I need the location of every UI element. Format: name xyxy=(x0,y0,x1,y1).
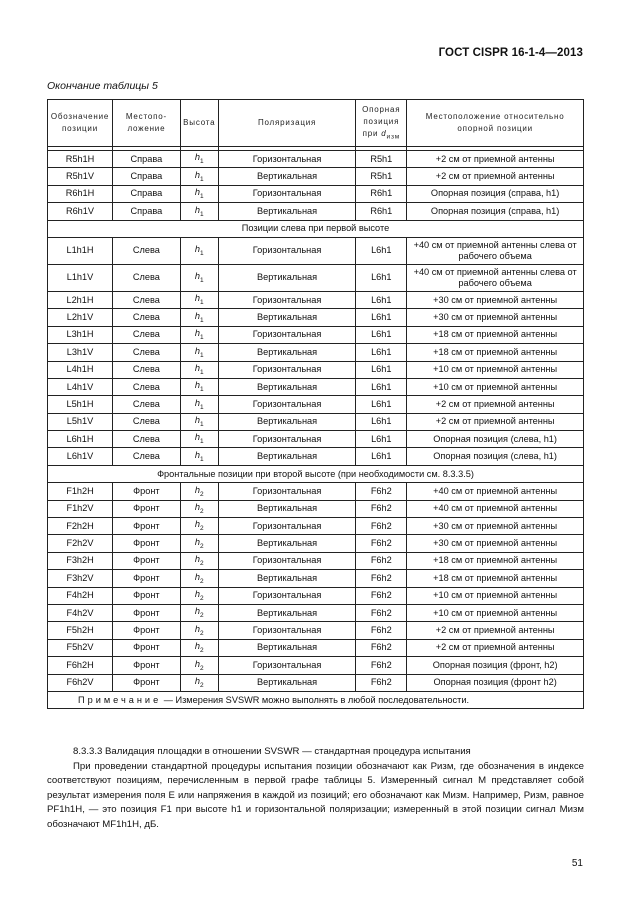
cell-position: L1h1V xyxy=(48,264,113,291)
cell-polarization: Вертикальная xyxy=(218,378,356,395)
cell-position: R6h1V xyxy=(48,203,113,220)
cell-polarization: Вертикальная xyxy=(218,500,356,517)
cell-polarization: Горизонтальная xyxy=(218,396,356,413)
cell-height: $h_1$ xyxy=(180,396,218,413)
note-text: — Измерения SVSWR можно выполнять в любой последовательности. xyxy=(163,694,470,705)
cell-location: Слева xyxy=(112,448,180,465)
cell-relative-location: +10 см от приемной антенны xyxy=(407,587,584,604)
table-caption: Окончание таблицы 5 xyxy=(47,80,158,92)
cell-position: L3h1H xyxy=(48,326,113,343)
table-row xyxy=(48,587,584,604)
cell-location: Слева xyxy=(112,396,180,413)
clause-heading: 8.3.3.3 Валидация площадки в отношении SVSWR — стандартная процедура испытания xyxy=(73,746,471,757)
cell-reference: R5h1 xyxy=(356,168,407,185)
cell-relative-location: +40 см от приемной антенны xyxy=(407,483,584,500)
cell-height: $h_2$ xyxy=(180,500,218,517)
cell-relative-location: Опорная позиция (справа, h1) xyxy=(407,203,584,220)
table-row xyxy=(48,237,584,264)
cell-reference: L6h1 xyxy=(356,237,407,264)
cell-height: $h_2$ xyxy=(180,587,218,604)
document-header: ГОСТ CISPR 16-1-4—2013 xyxy=(438,47,583,59)
cell-relative-location: Опорная позиция (фронт h2) xyxy=(407,674,584,691)
cell-location: Фронт xyxy=(112,587,180,604)
cell-relative-location: +30 см от приемной антенны xyxy=(407,309,584,326)
cell-height: $h_1$ xyxy=(180,291,218,308)
cell-location: Фронт xyxy=(112,674,180,691)
cell-polarization: Горизонтальная xyxy=(218,552,356,569)
cell-location: Слева xyxy=(112,413,180,430)
cell-relative-location: Опорная позиция (слева, h1) xyxy=(407,448,584,465)
table-row xyxy=(48,535,584,552)
table-row xyxy=(48,657,584,674)
cell-height: $h_1$ xyxy=(180,413,218,430)
cell-relative-location: +40 см от приемной антенны слева от рабочего объема xyxy=(407,237,584,264)
cell-reference: F6h2 xyxy=(356,639,407,656)
cell-height: $h_1$ xyxy=(180,203,218,220)
cell-reference: L6h1 xyxy=(356,309,407,326)
cell-position: F5h2V xyxy=(48,639,113,656)
cell-location: Слева xyxy=(112,326,180,343)
table-row xyxy=(48,500,584,517)
cell-relative-location: +2 см от приемной антенны xyxy=(407,622,584,639)
cell-polarization: Вертикальная xyxy=(218,604,356,621)
cell-location: Слева xyxy=(112,237,180,264)
cell-relative-location: +40 см от приемной антенны xyxy=(407,500,584,517)
cell-position: L4h1H xyxy=(48,361,113,378)
cell-height: $h_2$ xyxy=(180,639,218,656)
cell-polarization: Вертикальная xyxy=(218,344,356,361)
cell-reference: F6h2 xyxy=(356,622,407,639)
cell-relative-location: +30 см от приемной антенны xyxy=(407,518,584,535)
group-title-row xyxy=(48,465,584,482)
cell-polarization: Вертикальная xyxy=(218,413,356,430)
cell-reference: F6h2 xyxy=(356,657,407,674)
group-title: Позиции слева при первой высоте xyxy=(48,220,584,237)
cell-position: L5h1V xyxy=(48,413,113,430)
cell-polarization: Горизонтальная xyxy=(218,237,356,264)
cell-location: Фронт xyxy=(112,535,180,552)
cell-location: Фронт xyxy=(112,657,180,674)
cell-position: F1h2V xyxy=(48,500,113,517)
cell-height: $h_1$ xyxy=(180,378,218,395)
cell-position: F3h2H xyxy=(48,552,113,569)
cell-relative-location: Опорная позиция (фронт, h2) xyxy=(407,657,584,674)
cell-location: Слева xyxy=(112,291,180,308)
cell-relative-location: +2 см от приемной антенны xyxy=(407,413,584,430)
table-row xyxy=(48,168,584,185)
cell-polarization: Вертикальная xyxy=(218,570,356,587)
table-row xyxy=(48,622,584,639)
cell-position: L4h1V xyxy=(48,378,113,395)
table-row xyxy=(48,639,584,656)
cell-location: Слева xyxy=(112,309,180,326)
group-title-row xyxy=(48,220,584,237)
cell-polarization: Горизонтальная xyxy=(218,291,356,308)
cell-position: F3h2V xyxy=(48,570,113,587)
cell-relative-location: +40 см от приемной антенны слева от рабочего объема xyxy=(407,264,584,291)
table-row xyxy=(48,483,584,500)
table-row xyxy=(48,552,584,569)
note-row xyxy=(48,691,584,708)
cell-relative-location: +2 см от приемной антенны xyxy=(407,396,584,413)
cell-position: L2h1V xyxy=(48,309,113,326)
cell-reference: L6h1 xyxy=(356,344,407,361)
cell-height: $h_1$ xyxy=(180,151,218,168)
cell-location: Фронт xyxy=(112,483,180,500)
cell-position: L5h1H xyxy=(48,396,113,413)
cell-height: $h_2$ xyxy=(180,657,218,674)
cell-reference: L6h1 xyxy=(356,361,407,378)
cell-reference: F6h2 xyxy=(356,535,407,552)
cell-reference: F6h2 xyxy=(356,552,407,569)
cell-height: $h_2$ xyxy=(180,570,218,587)
cell-location: Справа xyxy=(112,168,180,185)
cell-position: F2h2V xyxy=(48,535,113,552)
cell-location: Слева xyxy=(112,344,180,361)
cell-height: $h_2$ xyxy=(180,518,218,535)
cell-relative-location: +10 см от приемной антенны xyxy=(407,361,584,378)
cell-location: Фронт xyxy=(112,552,180,569)
cell-polarization: Вертикальная xyxy=(218,168,356,185)
cell-reference: L6h1 xyxy=(356,413,407,430)
paragraph: При проведении стандартной процедуры испытания позиции обозначают как Pизм, где обозначения в индексе соответствуют позициям, перечисленным в первой графе таблицы 5. Измеренный сигнал M представляет собой результат измерения поля E или напряжения в каждой из позиций; его обозначают как Mизм. Например, Pизм, равное PF1h1H, — это позиция F1 при высоте h1 и горизонтальной поляризации; измеренный в этой позиции сигнал Mизм обозначают MF1h1H, дБ. xyxy=(47,760,584,830)
table-row xyxy=(48,344,584,361)
cell-reference: R5h1 xyxy=(356,151,407,168)
cell-reference: L6h1 xyxy=(356,291,407,308)
cell-reference: L6h1 xyxy=(356,448,407,465)
table-row xyxy=(48,604,584,621)
cell-polarization: Вертикальная xyxy=(218,535,356,552)
col-header-reference: Опорная позиция при $d_{изм}$ xyxy=(356,100,407,147)
cell-relative-location: +2 см от приемной антенны xyxy=(407,168,584,185)
cell-relative-location: +18 см от приемной антенны xyxy=(407,570,584,587)
cell-position: F6h2V xyxy=(48,674,113,691)
cell-relative-location: +10 см от приемной антенны xyxy=(407,604,584,621)
cell-reference: L6h1 xyxy=(356,264,407,291)
cell-height: $h_2$ xyxy=(180,674,218,691)
cell-location: Фронт xyxy=(112,622,180,639)
cell-position: F1h2H xyxy=(48,483,113,500)
col-header-relative-location: Местоположение относительно опорной позиции xyxy=(407,100,584,147)
cell-relative-location: +10 см от приемной антенны xyxy=(407,378,584,395)
cell-height: $h_2$ xyxy=(180,552,218,569)
cell-location: Фронт xyxy=(112,604,180,621)
cell-reference: F6h2 xyxy=(356,570,407,587)
cell-polarization: Горизонтальная xyxy=(218,431,356,448)
cell-polarization: Вертикальная xyxy=(218,674,356,691)
cell-reference: F6h2 xyxy=(356,587,407,604)
cell-height: $h_2$ xyxy=(180,604,218,621)
table-row xyxy=(48,185,584,202)
cell-height: $h_2$ xyxy=(180,535,218,552)
cell-height: $h_1$ xyxy=(180,168,218,185)
table-row xyxy=(48,431,584,448)
cell-height: $h_1$ xyxy=(180,431,218,448)
cell-reference: L6h1 xyxy=(356,431,407,448)
cell-position: F6h2H xyxy=(48,657,113,674)
table-row xyxy=(48,570,584,587)
cell-height: $h_1$ xyxy=(180,448,218,465)
cell-reference: F6h2 xyxy=(356,500,407,517)
cell-relative-location: +2 см от приемной антенны xyxy=(407,639,584,656)
cell-polarization: Вертикальная xyxy=(218,309,356,326)
cell-polarization: Горизонтальная xyxy=(218,326,356,343)
cell-height: $h_1$ xyxy=(180,237,218,264)
table-row xyxy=(48,326,584,343)
cell-location: Фронт xyxy=(112,639,180,656)
cell-reference: F6h2 xyxy=(356,518,407,535)
cell-relative-location: +18 см от приемной антенны xyxy=(407,552,584,569)
cell-polarization: Горизонтальная xyxy=(218,361,356,378)
body-text xyxy=(47,745,584,833)
table-row xyxy=(48,448,584,465)
table-row xyxy=(48,518,584,535)
cell-position: L3h1V xyxy=(48,344,113,361)
col-header-polarization: Поляризация xyxy=(218,100,356,147)
cell-relative-location: +30 см от приемной антенны xyxy=(407,535,584,552)
cell-polarization: Вертикальная xyxy=(218,203,356,220)
table-row xyxy=(48,309,584,326)
cell-height: $h_1$ xyxy=(180,264,218,291)
col-header-location: Местопо-ложение xyxy=(112,100,180,147)
cell-position: L1h1H xyxy=(48,237,113,264)
cell-reference: R6h1 xyxy=(356,185,407,202)
cell-position: R6h1H xyxy=(48,185,113,202)
cell-relative-location: +30 см от приемной антенны xyxy=(407,291,584,308)
cell-height: $h_1$ xyxy=(180,344,218,361)
cell-relative-location: Опорная позиция (справа, h1) xyxy=(407,185,584,202)
table-5 xyxy=(47,99,584,709)
cell-position: L6h1V xyxy=(48,448,113,465)
table-row xyxy=(48,151,584,168)
cell-reference: F6h2 xyxy=(356,483,407,500)
cell-position: F4h2H xyxy=(48,587,113,604)
cell-height: $h_2$ xyxy=(180,622,218,639)
table-row xyxy=(48,264,584,291)
cell-position: R5h1H xyxy=(48,151,113,168)
cell-polarization: Горизонтальная xyxy=(218,587,356,604)
col-header-position: Обозначение позиции xyxy=(48,100,113,147)
cell-location: Слева xyxy=(112,378,180,395)
cell-location: Фронт xyxy=(112,500,180,517)
cell-reference: L6h1 xyxy=(356,396,407,413)
cell-location: Фронт xyxy=(112,518,180,535)
cell-position: L2h1H xyxy=(48,291,113,308)
cell-position: F4h2V xyxy=(48,604,113,621)
cell-height: $h_1$ xyxy=(180,361,218,378)
cell-polarization: Горизонтальная xyxy=(218,518,356,535)
cell-polarization: Горизонтальная xyxy=(218,151,356,168)
cell-polarization: Вертикальная xyxy=(218,639,356,656)
cell-location: Слева xyxy=(112,431,180,448)
table-row xyxy=(48,413,584,430)
table-row xyxy=(48,203,584,220)
cell-location: Слева xyxy=(112,264,180,291)
cell-height: $h_1$ xyxy=(180,309,218,326)
cell-location: Справа xyxy=(112,151,180,168)
cell-polarization: Горизонтальная xyxy=(218,657,356,674)
cell-relative-location: Опорная позиция (слева, h1) xyxy=(407,431,584,448)
table-row xyxy=(48,291,584,308)
cell-position: F2h2H xyxy=(48,518,113,535)
cell-reference: L6h1 xyxy=(356,378,407,395)
cell-location: Справа xyxy=(112,185,180,202)
cell-location: Справа xyxy=(112,203,180,220)
cell-reference: R6h1 xyxy=(356,203,407,220)
table-header-row xyxy=(48,100,584,147)
cell-location: Слева xyxy=(112,361,180,378)
cell-polarization: Вертикальная xyxy=(218,264,356,291)
table-row xyxy=(48,378,584,395)
cell-reference: F6h2 xyxy=(356,674,407,691)
note-label: Примечание xyxy=(78,694,162,705)
cell-reference: F6h2 xyxy=(356,604,407,621)
cell-position: L6h1H xyxy=(48,431,113,448)
cell-polarization: Горизонтальная xyxy=(218,185,356,202)
col-header-height: Высота xyxy=(180,100,218,147)
cell-reference: L6h1 xyxy=(356,326,407,343)
cell-relative-location: +2 см от приемной антенны xyxy=(407,151,584,168)
cell-position: F5h2H xyxy=(48,622,113,639)
cell-location: Фронт xyxy=(112,570,180,587)
group-title: Фронтальные позиции при второй высоте (при необходимости см. 8.3.3.5) xyxy=(48,465,584,482)
cell-height: $h_1$ xyxy=(180,185,218,202)
table-note xyxy=(48,691,584,708)
cell-position: R5h1V xyxy=(48,168,113,185)
cell-relative-location: +18 см от приемной антенны xyxy=(407,326,584,343)
cell-polarization: Горизонтальная xyxy=(218,622,356,639)
cell-polarization: Вертикальная xyxy=(218,448,356,465)
cell-polarization: Горизонтальная xyxy=(218,483,356,500)
cell-height: $h_2$ xyxy=(180,483,218,500)
cell-height: $h_1$ xyxy=(180,326,218,343)
table-row xyxy=(48,674,584,691)
page-number: 51 xyxy=(571,858,583,869)
cell-relative-location: +18 см от приемной антенны xyxy=(407,344,584,361)
table-row xyxy=(48,361,584,378)
table-row xyxy=(48,396,584,413)
